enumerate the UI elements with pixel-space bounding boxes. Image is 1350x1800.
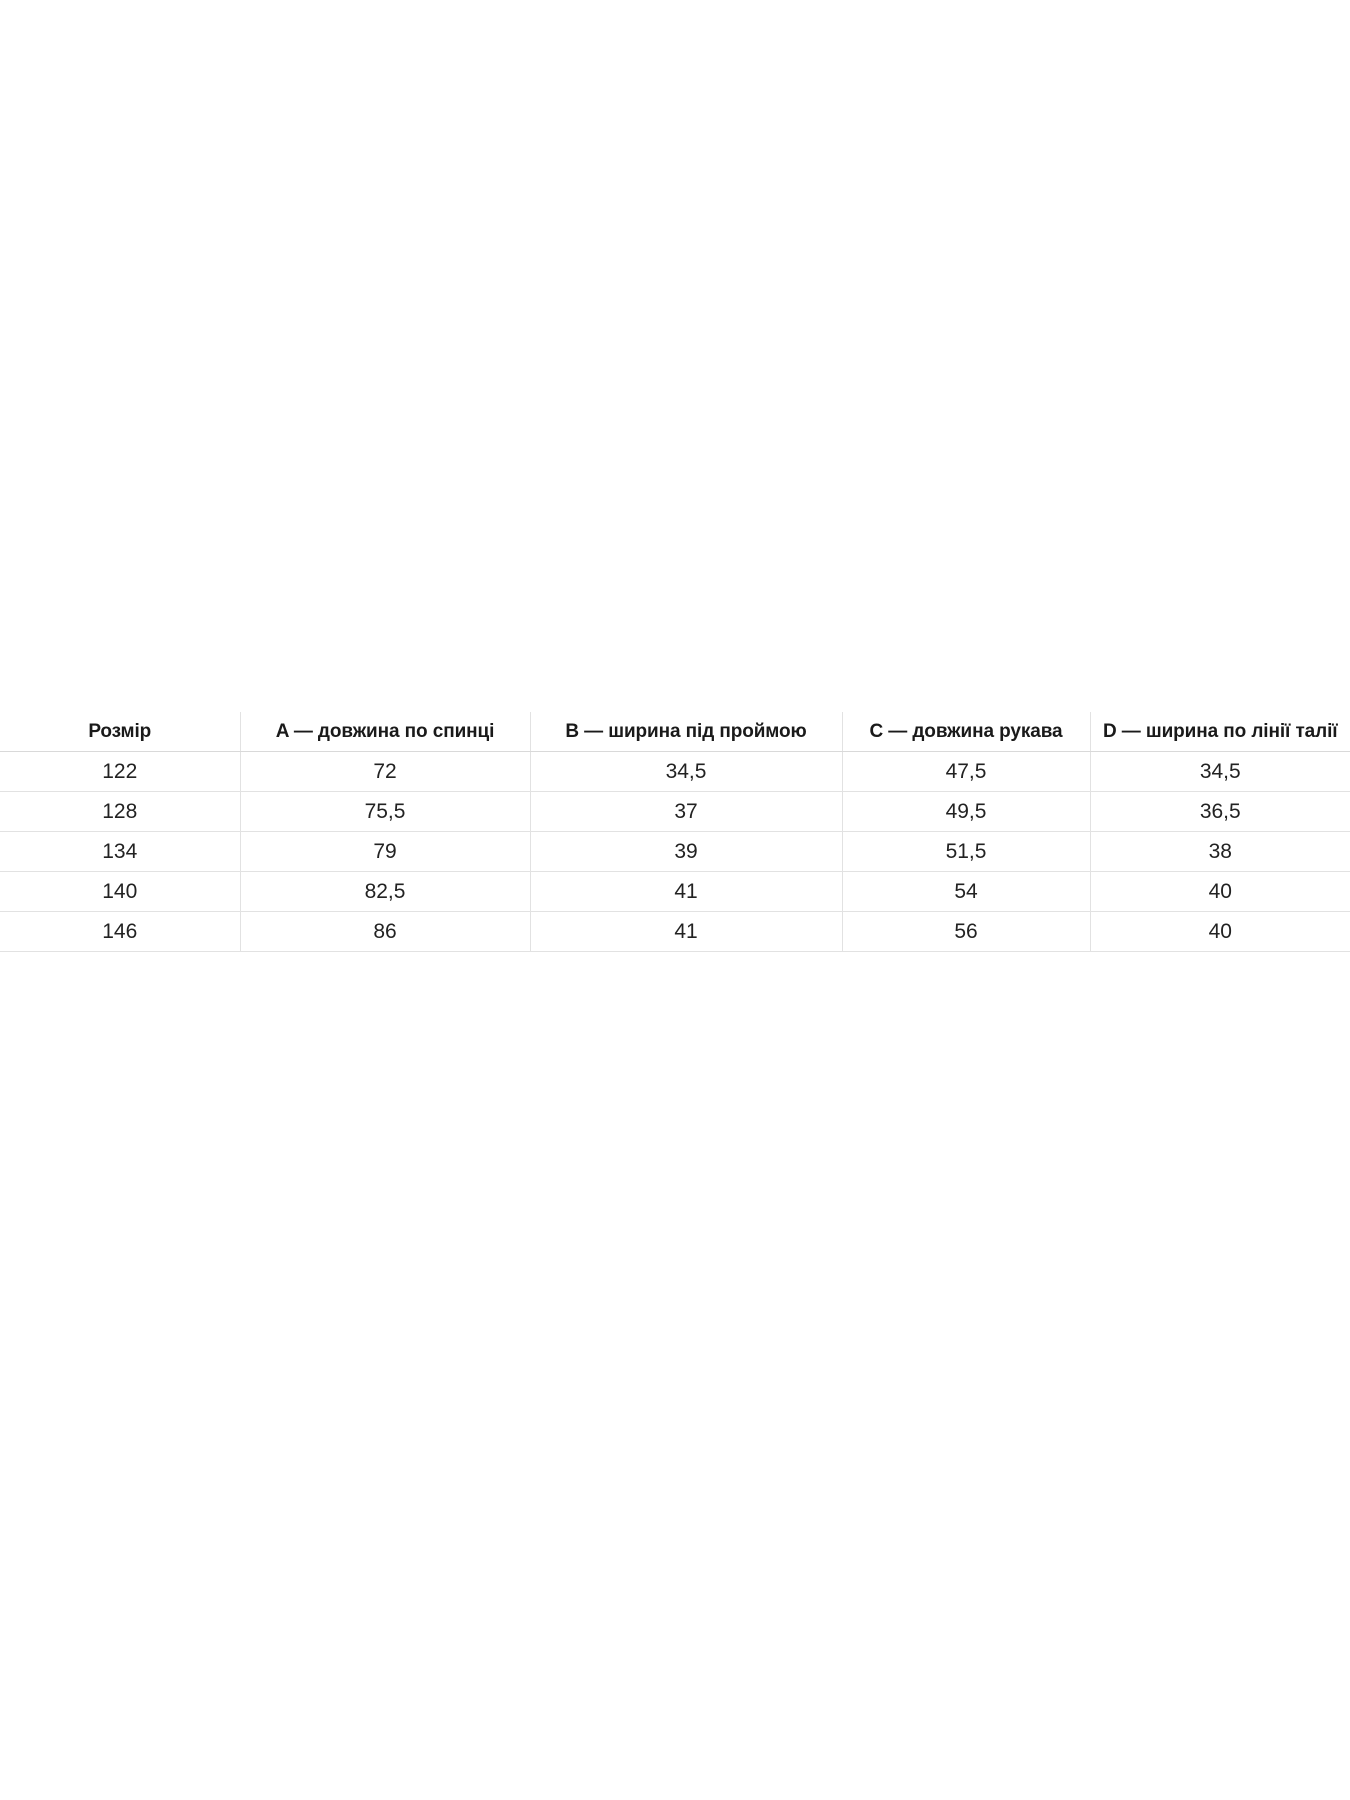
cell-waist-width: 36,5 [1090,792,1350,832]
column-header-sleeve-length: C — довжина рукава [842,712,1090,752]
table-row [0,912,1350,952]
column-header-waist-width: D — ширина по лінії талії [1090,712,1350,752]
cell-waist-width: 34,5 [1090,752,1350,792]
cell-sleeve-length: 56 [842,912,1090,952]
cell-sleeve-length: 47,5 [842,752,1090,792]
cell-sleeve-length: 51,5 [842,832,1090,872]
table-header [0,712,1350,752]
table-row [0,792,1350,832]
cell-underarm-width: 41 [530,872,842,912]
column-header-size: Розмір [0,712,240,752]
table-row [0,832,1350,872]
cell-underarm-width: 39 [530,832,842,872]
cell-sleeve-length: 49,5 [842,792,1090,832]
cell-waist-width: 40 [1090,872,1350,912]
cell-underarm-width: 37 [530,792,842,832]
cell-underarm-width: 34,5 [530,752,842,792]
cell-waist-width: 40 [1090,912,1350,952]
cell-back-length: 82,5 [240,872,530,912]
table-row [0,872,1350,912]
cell-size: 140 [0,872,240,912]
cell-waist-width: 38 [1090,832,1350,872]
cell-back-length: 86 [240,912,530,952]
cell-size: 122 [0,752,240,792]
cell-size: 134 [0,832,240,872]
cell-size: 128 [0,792,240,832]
cell-sleeve-length: 54 [842,872,1090,912]
column-header-underarm-width: B — ширина під проймою [530,712,842,752]
size-chart-table [0,712,1350,952]
cell-back-length: 75,5 [240,792,530,832]
table-header-row [0,712,1350,752]
cell-underarm-width: 41 [530,912,842,952]
table-row [0,752,1350,792]
table-body [0,752,1350,952]
cell-back-length: 72 [240,752,530,792]
cell-size: 146 [0,912,240,952]
column-header-back-length: A — довжина по спинці [240,712,530,752]
cell-back-length: 79 [240,832,530,872]
size-chart-container [0,712,1350,952]
